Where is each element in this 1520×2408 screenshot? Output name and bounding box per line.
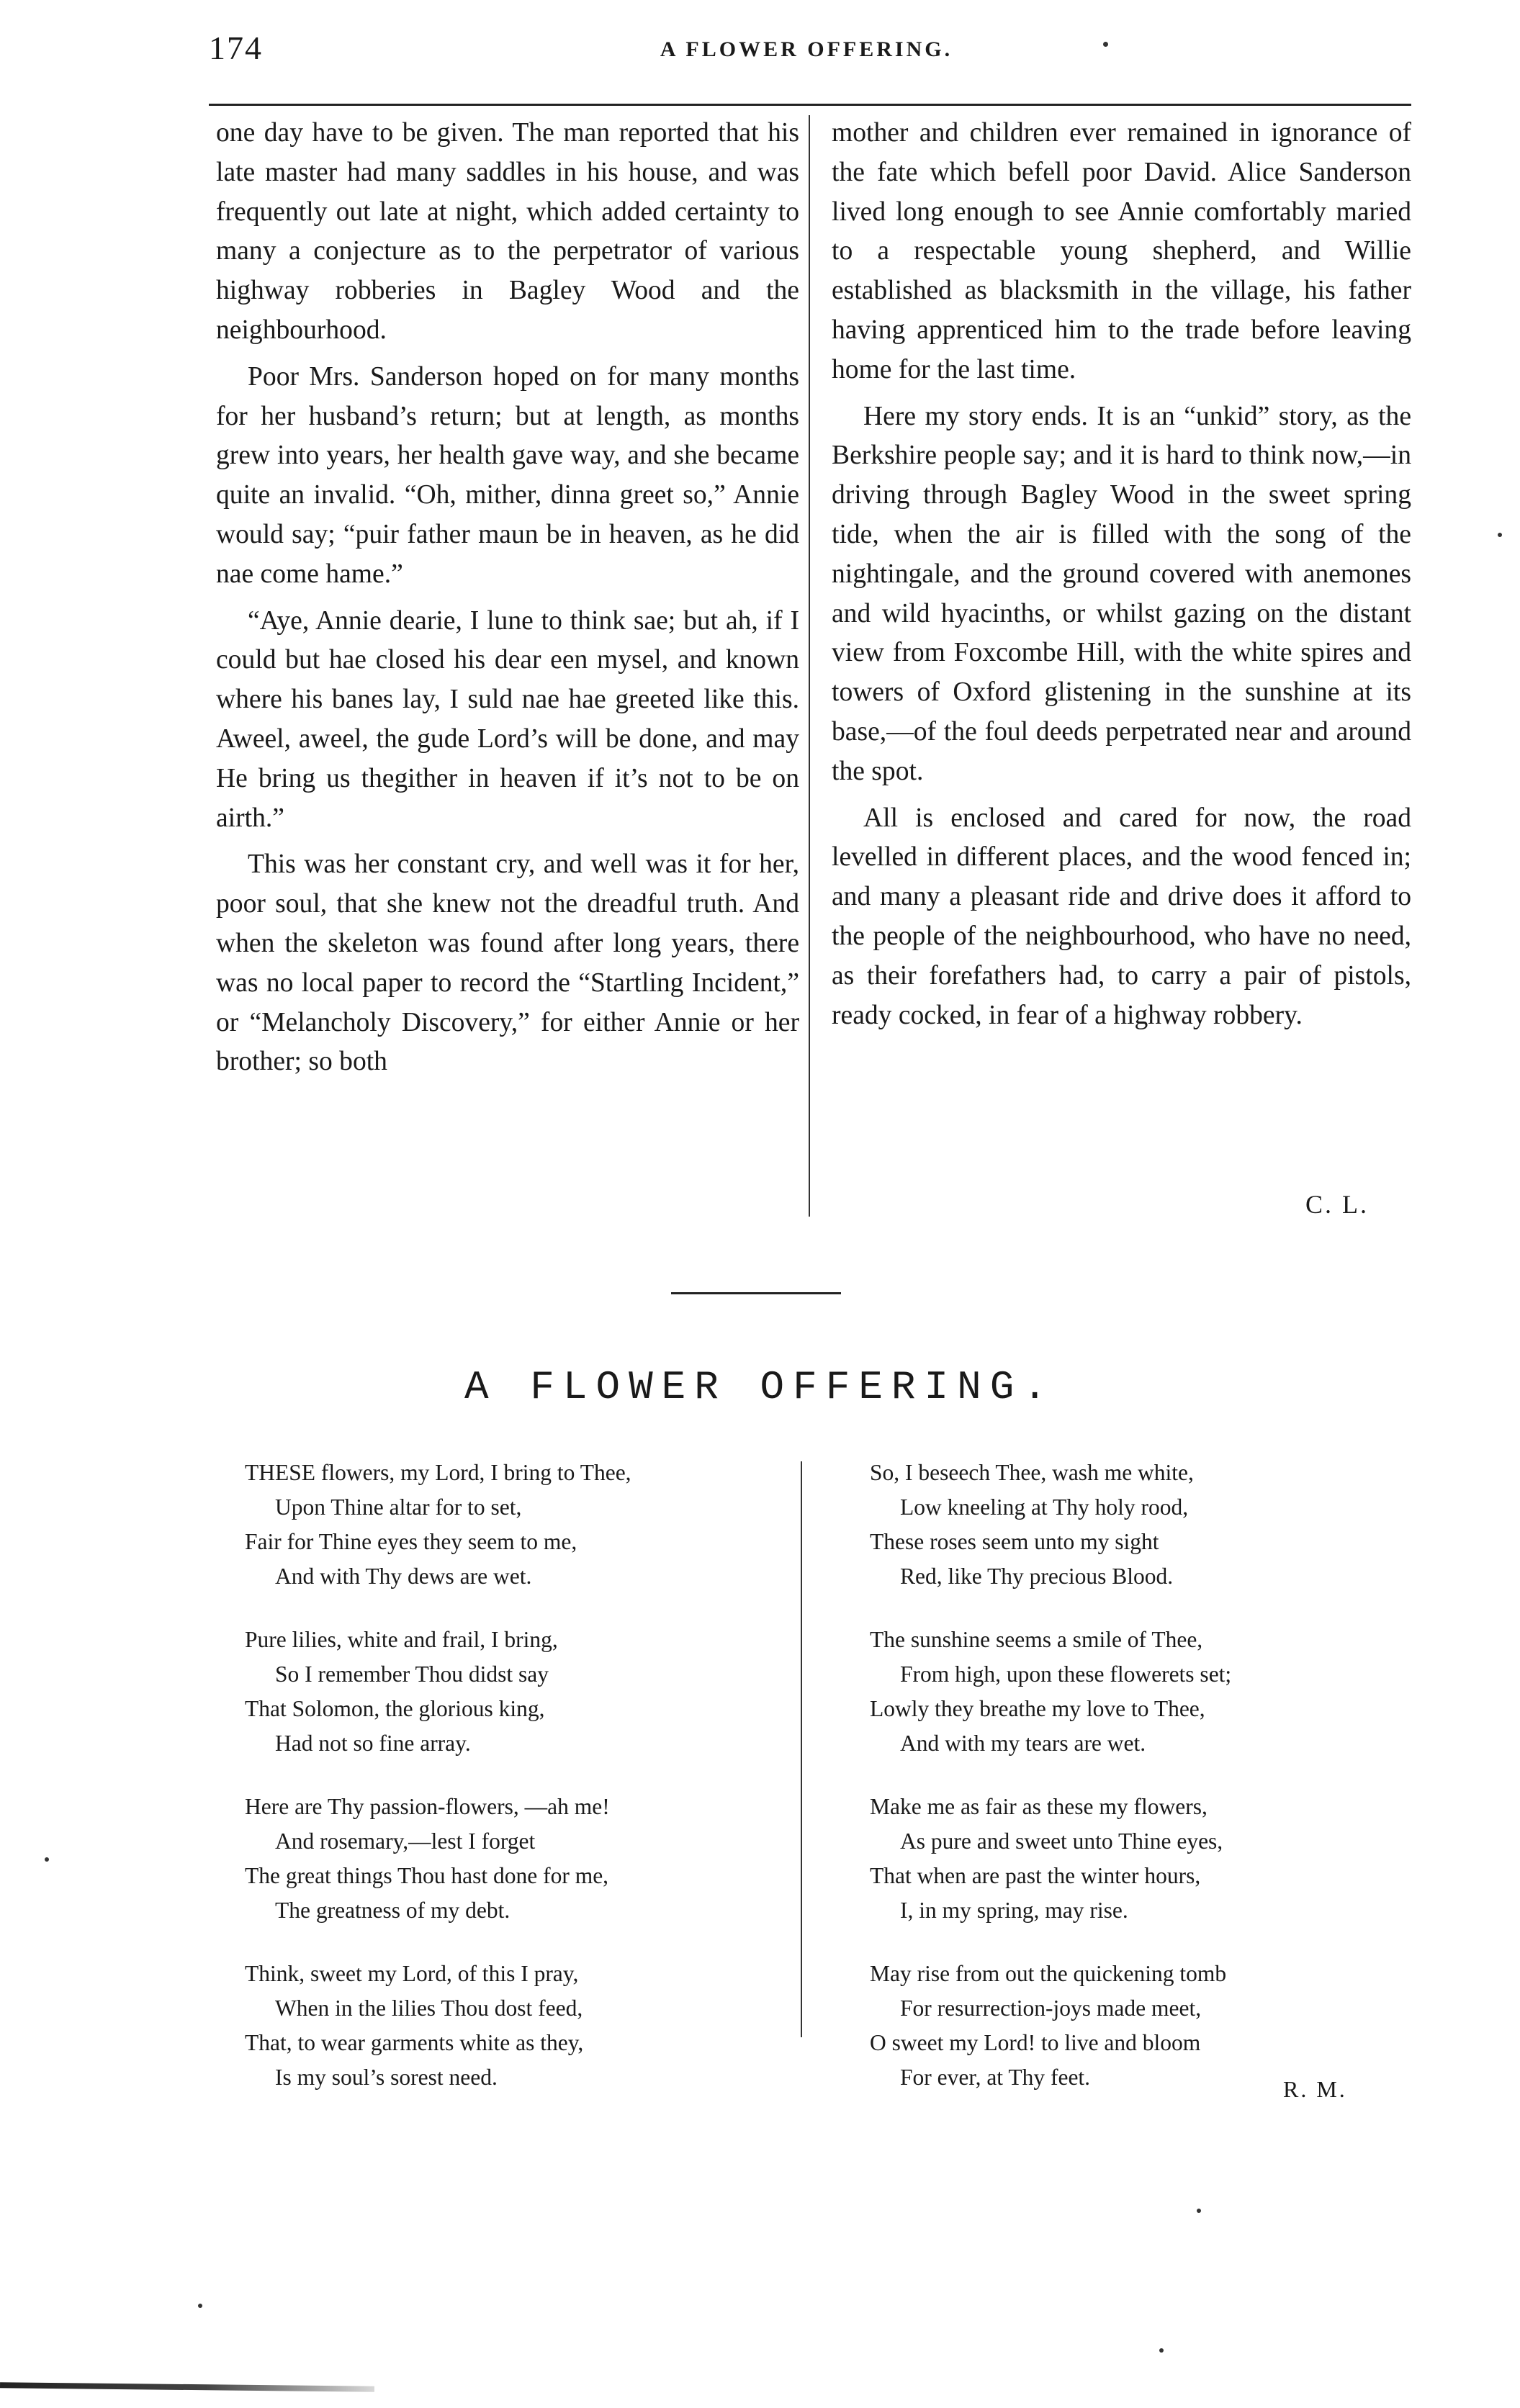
poem-line: And rosemary,—lest I forget: [275, 1828, 536, 1854]
ink-speck: [198, 2304, 202, 2308]
poem-column-divider: [801, 1461, 802, 2037]
poem-line: Red, like Thy precious Blood.: [900, 1564, 1174, 1589]
running-head: [209, 29, 1404, 72]
poem-line: THESE flowers, my Lord, I bring to Thee,: [245, 1460, 631, 1485]
poem-line: Lowly they breathe my love to Thee,: [870, 1696, 1205, 1721]
poem-line: That when are past the winter hours,: [870, 1863, 1201, 1888]
poem-line: Make me as fair as these my flowers,: [870, 1794, 1208, 1819]
poem-line: Pure lilies, white and frail, I bring,: [245, 1627, 558, 1652]
poem-line: O sweet my Lord! to live and bloom: [870, 2030, 1201, 2055]
stanza: [245, 1957, 785, 2095]
paragraph: “Aye, Annie dearie, I lune to think sae; but ah, if I could but hae closed his dear een mysel, and known where his banes lay, I suld nae hae greeted like this. Aweel, aweel, the gude Lord’s will be done, and may He bring us thegither in heaven if it’s not to be on airth.”: [216, 605, 799, 833]
paragraph: Here my story ends. It is an “unkid” story, as the Berkshire people say; and it is hard to think now,—in driving through Bagley Wood in the sweet spring tide, when the air is filled with the song of the nightingale, and the ground covered with anemones and wild hyacinths, or whilst gazing on the distant view from Foxcombe Hill, with the white spires and towers of Oxford glistening in the sunshine at its base,—of the foul deeds perpetrated near and around the spot.: [832, 401, 1411, 786]
poem-line: Think, sweet my Lord, of this I pray,: [245, 1961, 579, 1986]
stanza: [870, 1623, 1388, 1761]
ink-speck: [1197, 2209, 1201, 2213]
poem-line: So I remember Thou didst say: [275, 1661, 549, 1687]
poem-line: Had not so fine array.: [275, 1731, 471, 1756]
paragraph: mother and children ever remained in ignorance of the fate which befell poor David. Alice Sanderson lived long enough to see Annie comfortably maried to a respectable young shepherd, and Willie established as blacksmith in the village, his father having apprenticed him to the trade before leaving home for the last time.: [832, 118, 1411, 384]
poem-line: So, I beseech Thee, wash me white,: [870, 1460, 1194, 1485]
paragraph: All is enclosed and cared for now, the road levelled in different places, and the wood fenced in; and many a pleasant ride and drive does it afford to the people of the neighbourhood, who have no need, as their forefathers had, to carry a pair of pistols, ready cocked, in fear of a highway robbery.: [832, 803, 1411, 1030]
section-divider: [671, 1292, 841, 1294]
prose-column-left: [216, 114, 799, 1082]
poem-line: The sunshine seems a smile of Thee,: [870, 1627, 1203, 1652]
paragraph: This was her constant cry, and well was it for her, poor soul, that she knew not the dreadful truth. And when the skeleton was found after long years, there was no local paper to record the “Startling Incident,” or “Melancholy Discovery,” for either Annie or her brother; so both: [216, 849, 799, 1077]
poem-line: May rise from out the quickening tomb: [870, 1961, 1227, 1986]
poem-line: The greatness of my debt.: [275, 1898, 511, 1923]
stanza: [870, 1456, 1388, 1594]
poem-line: Low kneeling at Thy holy rood,: [900, 1494, 1189, 1520]
poem-line: When in the lilies Thou dost feed,: [275, 1996, 583, 2021]
scan-edge-mark: [0, 2382, 374, 2391]
stanza: [870, 1790, 1388, 1928]
page-number: 174: [209, 30, 263, 66]
ink-speck: [45, 1857, 49, 1862]
ink-speck: [1159, 2348, 1164, 2353]
prose-column-right: [832, 114, 1411, 1035]
ink-speck: [1103, 42, 1108, 47]
poem-line: And with Thy dews are wet.: [275, 1564, 532, 1589]
poem-line: These roses seem unto my sight: [870, 1529, 1159, 1554]
poem-line: For ever, at Thy feet.: [900, 2065, 1091, 2090]
poem-line: The great things Thou hast done for me,: [245, 1863, 609, 1888]
poem-line: As pure and sweet unto Thine eyes,: [900, 1828, 1223, 1854]
poem-signature: R. M.: [1283, 2076, 1347, 2102]
ink-speck: [1498, 533, 1502, 537]
poem-line: That Solomon, the glorious king,: [245, 1696, 545, 1721]
poem-line: Here are Thy passion-flowers, —ah me!: [245, 1794, 610, 1819]
stanza: [870, 1957, 1388, 2095]
poem-line: From high, upon these flowerets set;: [900, 1661, 1232, 1687]
poem-line: For resurrection-joys made meet,: [900, 1996, 1202, 2021]
stanza: [245, 1456, 785, 1594]
poem-title: A FLOWER OFFERING.: [464, 1364, 1056, 1410]
column-divider: [809, 115, 810, 1217]
poem-line: Fair for Thine eyes they seem to me,: [245, 1529, 577, 1554]
poem-column-left: [245, 1456, 785, 2124]
story-signature: C. L.: [1305, 1190, 1369, 1219]
poem-line: Upon Thine altar for to set,: [275, 1494, 522, 1520]
stanza: [245, 1790, 785, 1928]
poem-column-right: [870, 1456, 1388, 2124]
paragraph: Poor Mrs. Sanderson hoped on for many months for her husband’s return; but at length, as months grew into years, her health gave way, and she became quite an invalid. “Oh, mither, dinna greet so,” Annie would say; “puir father maun be in heaven, as he did nae come hame.”: [216, 361, 799, 589]
header-rule: [209, 104, 1411, 106]
stanza: [245, 1623, 785, 1761]
paragraph: one day have to be given. The man reported that his late master had many saddles in his house, and was frequently out late at night, which added certainty to many a conjecture as to the perpetrator of various highway robberies in Bagley Wood and the neighbourhood.: [216, 118, 799, 345]
poem-line: And with my tears are wet.: [900, 1731, 1146, 1756]
poem-line: I, in my spring, may rise.: [900, 1898, 1128, 1923]
poem-line: Is my soul’s sorest need.: [275, 2065, 498, 2090]
running-title: A FLOWER OFFERING.: [660, 37, 953, 61]
poem-line: That, to wear garments white as they,: [245, 2030, 584, 2055]
